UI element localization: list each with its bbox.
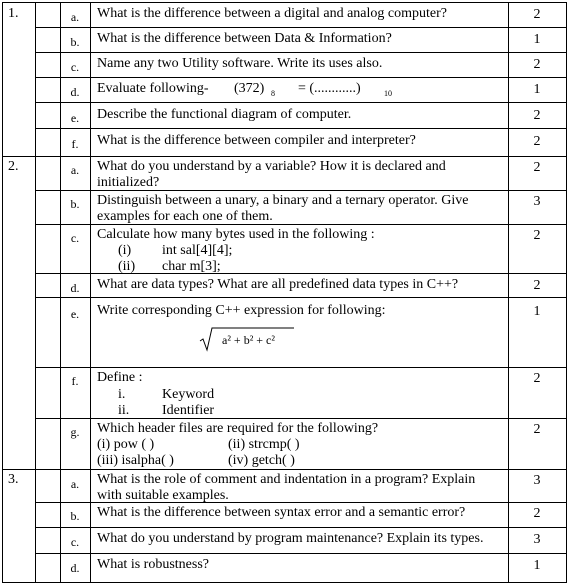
- row-divider: [35, 77, 567, 78]
- question-text: Define :: [97, 370, 143, 385]
- question-marks: 2: [533, 57, 541, 72]
- answer-blank: = (............): [298, 81, 361, 96]
- question-label: e.: [70, 307, 80, 321]
- question-marks: 1: [533, 304, 541, 319]
- question-label: d.: [70, 281, 80, 295]
- function-item: (iv) getch( ): [228, 453, 295, 468]
- row-divider: [35, 102, 567, 103]
- question-label: f.: [71, 137, 79, 151]
- row-divider: [2, 156, 567, 157]
- question-marks: 2: [533, 278, 541, 293]
- row-divider: [2, 469, 567, 470]
- question-label: b.: [70, 509, 80, 523]
- sub-item-number: (ii): [118, 259, 136, 274]
- question-label: a.: [70, 477, 80, 491]
- row-divider: [35, 553, 567, 554]
- sub-item-number: (i): [118, 243, 132, 258]
- math-expression: a² + b² + c²: [222, 333, 275, 347]
- question-text: What is the difference between Data & Information?: [97, 31, 392, 46]
- question-label: g.: [70, 425, 80, 439]
- question-label: d.: [70, 561, 80, 575]
- octal-number: (372): [234, 81, 265, 96]
- section-number: 2.: [8, 159, 19, 174]
- definition-term: Identifier: [162, 403, 215, 418]
- question-marks: 1: [533, 82, 541, 97]
- question-text: Which header files are required for the following?: [97, 421, 379, 436]
- question-text: What is robustness?: [97, 557, 209, 572]
- question-label: c.: [70, 60, 80, 74]
- question-text: What is the role of comment and indentation in a program? Explain: [97, 472, 476, 487]
- row-divider: [35, 273, 567, 274]
- question-text: Distinguish between a unary, a binary and a ternary operator. Give: [97, 193, 469, 208]
- question-text: Describe the functional diagram of computer.: [97, 107, 352, 122]
- sub-item-number: i.: [118, 387, 126, 402]
- question-text: Name any two Utility software. Write its uses also.: [97, 56, 383, 71]
- section-number: 1.: [8, 6, 19, 21]
- row-divider: [35, 418, 567, 419]
- question-text-continued: with suitable examples.: [97, 488, 229, 503]
- question-marks: 1: [533, 32, 541, 47]
- question-text: What do you understand by program maintenance? Explain its types.: [97, 531, 484, 546]
- function-item: (ii) strcmp( ): [228, 437, 300, 452]
- row-divider: [35, 527, 567, 528]
- question-text: Evaluate following-: [97, 81, 209, 96]
- question-text: Calculate how many bytes used in the following :: [97, 227, 375, 242]
- question-text: What is the difference between compiler and interpreter?: [97, 133, 416, 148]
- question-text: Write corresponding C++ expression for following:: [97, 303, 386, 318]
- question-label: d.: [70, 85, 80, 99]
- question-marks: 3: [533, 473, 541, 488]
- table-border-left: [2, 2, 3, 583]
- question-marks: 2: [533, 371, 541, 386]
- column-divider: [35, 2, 36, 583]
- question-text: What is the difference between a digital and analog computer?: [97, 6, 447, 21]
- question-label: c.: [70, 231, 80, 245]
- column-divider: [90, 2, 91, 583]
- section-number: 3.: [8, 472, 19, 487]
- question-label: a.: [70, 163, 80, 177]
- question-label: a.: [70, 10, 80, 24]
- question-marks: 1: [533, 558, 541, 573]
- question-marks: 2: [533, 7, 541, 22]
- question-text-continued: initialized?: [97, 175, 160, 190]
- question-marks: 2: [533, 228, 541, 243]
- question-text: What are data types? What are all predefined data types in C++?: [97, 277, 459, 292]
- question-marks: 2: [533, 506, 541, 521]
- definition-term: Keyword: [162, 387, 215, 402]
- row-divider: [35, 128, 567, 129]
- question-marks: 2: [533, 108, 541, 123]
- sub-item-number: ii.: [118, 403, 130, 418]
- question-marks: 3: [533, 194, 541, 209]
- code-declaration: char m[3];: [162, 259, 221, 274]
- row-divider: [35, 52, 567, 53]
- row-divider: [35, 27, 567, 28]
- function-item: (iii) isalpha( ): [97, 453, 174, 468]
- question-label: f.: [71, 374, 79, 388]
- question-marks: 2: [533, 134, 541, 149]
- question-label: c.: [70, 535, 80, 549]
- table-border-right: [566, 2, 567, 583]
- question-marks: 2: [533, 160, 541, 175]
- question-marks: 2: [533, 422, 541, 437]
- question-text: What do you understand by a variable? How it is declared and: [97, 159, 446, 174]
- question-text-continued: examples for each one of them.: [97, 209, 273, 224]
- question-label: e.: [70, 111, 80, 125]
- question-text: What is the difference between syntax error and a semantic error?: [97, 505, 466, 520]
- row-divider: [35, 367, 567, 368]
- question-label: b.: [70, 197, 80, 211]
- base-subscript: 8: [271, 89, 275, 98]
- base-subscript: 10: [384, 89, 392, 98]
- question-marks: 3: [533, 532, 541, 547]
- function-item: (i) pow ( ): [97, 437, 155, 452]
- table-border-top: [2, 2, 567, 3]
- row-divider: [35, 297, 567, 298]
- question-label: b.: [70, 35, 80, 49]
- code-declaration: int sal[4][4];: [162, 243, 233, 258]
